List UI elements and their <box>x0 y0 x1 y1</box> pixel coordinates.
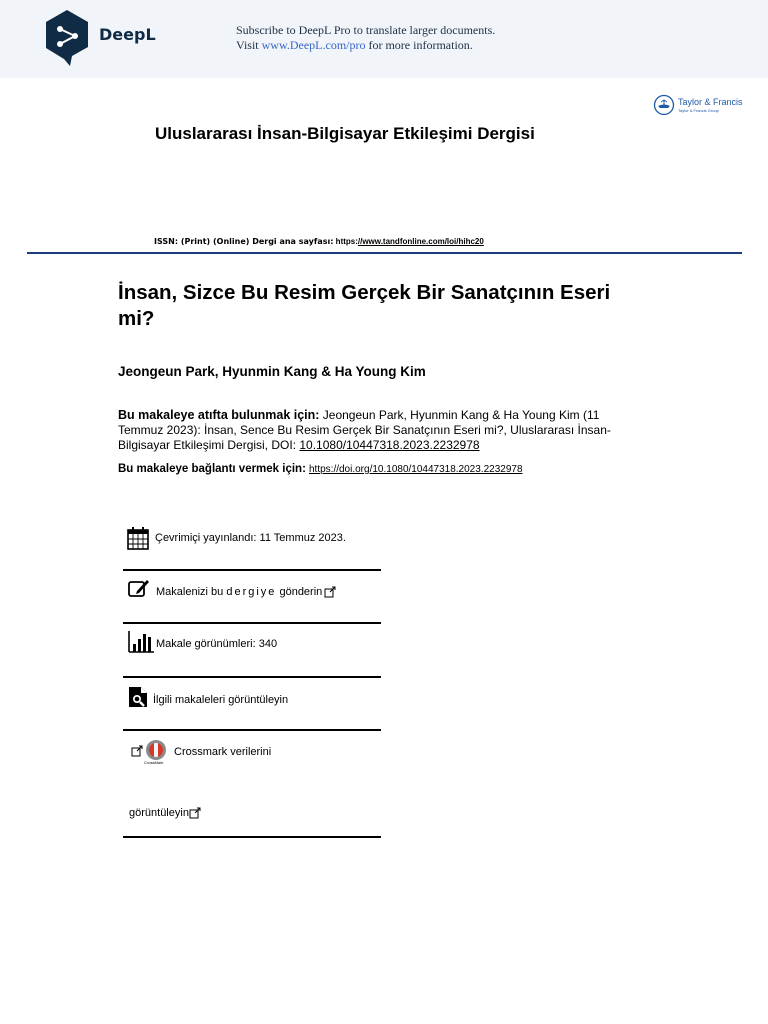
journal-title: Uluslararası İnsan-Bilgisayar Etkileşimi Dergisi <box>155 124 535 143</box>
related-articles-row[interactable] <box>123 684 381 714</box>
deepl-promo <box>236 23 495 53</box>
journal-homepage-link[interactable]: //www.tandfonline.com/loi/hihc20 <box>357 237 484 246</box>
document-search-icon <box>128 686 148 708</box>
edit-icon <box>128 578 150 598</box>
published-date: Çevrimiçi yayınlandı: 11 Temmuz 2023. <box>155 532 346 544</box>
deepl-logo-icon <box>44 9 90 67</box>
article-title: İnsan, Sizce Bu Resim Gerçek Bir Sanatçının Eseri mi? <box>118 281 611 330</box>
deepl-pro-link[interactable]: www.DeepL.com/pro <box>261 38 366 52</box>
article-views: Makale görünümleri: 340 <box>156 638 278 650</box>
crossmark-row[interactable] <box>123 736 381 768</box>
submit-post: gönderin <box>276 586 323 598</box>
related-articles-label: İlgili makaleleri görüntüleyin <box>153 694 289 706</box>
publisher-logo-icon <box>653 94 675 116</box>
article-doi-link[interactable]: https://doi.org/10.1080/10447318.2023.2232978 <box>308 464 523 475</box>
row-divider <box>123 836 381 838</box>
row-divider <box>123 622 381 624</box>
publisher-logo <box>653 94 753 118</box>
issn-label: ISSN: (Print) (Online) Dergi ana sayfası: <box>154 237 334 246</box>
published-row <box>123 524 381 554</box>
submit-spaced: dergiye <box>226 586 277 598</box>
submit-pre: Makalenizi bu <box>156 586 227 598</box>
deepl-banner <box>0 0 768 78</box>
crossmark-continue-row[interactable] <box>123 804 381 824</box>
crossmark-badge: CrossMark <box>144 760 164 765</box>
crossmark-icon <box>145 739 167 761</box>
article-link-line <box>118 463 523 475</box>
promo-line-1: Subscribe to DeepL Pro to translate larger documents. <box>236 23 496 37</box>
promo-tail: for more information. <box>365 38 473 52</box>
promo-line-2 <box>236 38 495 53</box>
citation-doi-link[interactable]: 10.1080/10447318.2023.2232978 <box>299 438 480 452</box>
publisher-group: Taylor & Francis Group <box>678 108 719 113</box>
external-link-icon <box>324 586 336 598</box>
citation-text: Jeongeun Park, Hyunmin Kang & Ha Young Kim (11 Temmuz 2023): İnsan, Sence Bu Resim Gerçek Bir Sanatçının Eseri mi?, Uluslararası İnsan-Bilgisayar Etkileşimi Dergisi, DOI: <box>118 408 611 452</box>
row-divider <box>123 569 381 571</box>
issn-scheme: https: <box>333 237 358 246</box>
external-link-icon <box>189 807 201 819</box>
citation-block <box>118 408 643 453</box>
article-link-label: Bu makaleye bağlantı vermek için: <box>118 463 306 475</box>
publisher-name: Taylor & Francis <box>678 97 743 107</box>
crossmark-continue-label: görüntüleyin <box>129 807 189 819</box>
submit-article-row[interactable] <box>123 576 381 606</box>
promo-visit: Visit <box>236 38 262 52</box>
article-authors: Jeongeun Park, Hyunmin Kang & Ha Young Kim <box>118 364 426 379</box>
issn-line <box>154 237 484 246</box>
calendar-icon <box>127 526 149 550</box>
row-divider <box>123 676 381 678</box>
external-link-icon <box>131 745 143 757</box>
deepl-brand-name: DeepL <box>99 25 156 44</box>
article-views-row <box>123 628 381 658</box>
submit-article-label <box>156 586 322 598</box>
crossmark-label: Crossmark verilerini <box>174 746 272 758</box>
header-divider <box>27 252 742 254</box>
row-divider <box>123 729 381 731</box>
citation-label: Bu makaleye atıfta bulunmak için: <box>118 408 320 422</box>
bar-chart-icon <box>128 631 154 653</box>
